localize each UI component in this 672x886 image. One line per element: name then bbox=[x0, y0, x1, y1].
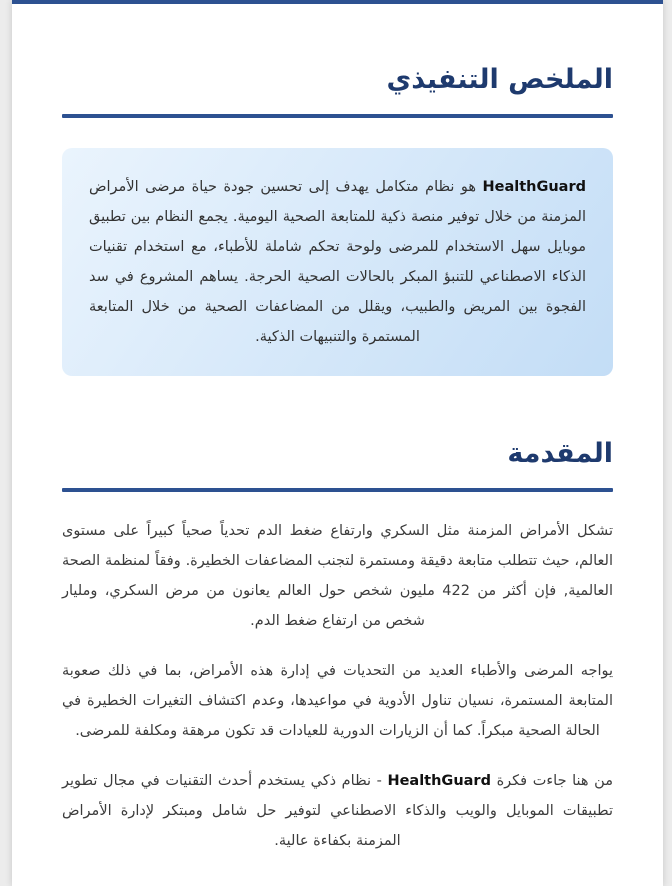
intro-paragraph-1: تشكل الأمراض المزمنة مثل السكري وارتفاع ضغط الدم تحدياً صحياً كبيراً على مستوى العالم، حيث تتطلب متابعة دقيقة ومستمرة لتجنب المضاعفات الخطيرة. وفقاً لمنظمة الصحة العالمية, فإن أكثر من 422 مليون شخص حول العالم يعانون من مرض السكري، ومليار شخص من ارتفاع ضغط الدم. bbox=[62, 523, 614, 629]
intro-paragraph-3-after: - نظام ذكي يستخدم أحدث التقنيات في مجال تطوير تطبيقات الموبايل والويب والذكاء الاصطناعي لتوفير حل شامل ومبتكر لإدارة الأمراض المزمنة بكفاءة عالية. bbox=[62, 773, 613, 849]
brand-name: HealthGuard bbox=[387, 773, 491, 789]
document-content bbox=[12, 4, 663, 886]
section-introduction bbox=[62, 376, 613, 856]
intro-paragraph-3 bbox=[62, 766, 613, 856]
brand-name: HealthGuard bbox=[482, 179, 586, 195]
summary-text: هو نظام متكامل يهدف إلى تحسين جودة حياة مرضى الأمراض المزمنة من خلال توفير منصة ذكية للمتابعة الصحية اليومية. يجمع النظام بين تطبيق موبايل سهل الاستخدام للمرضى ولوحة تحكم شاملة للأطباء، مع استخدام تقنيات الذكاء الاصطناعي للتنبؤ المبكر بالحالات الصحية الحرجة. يساهم المشروع في سد الفجوة بين المريض والطبيب، ويقلل من المضاعفات الصحية من خلال المتابعة المستمرة والتنبيهات الذكية. bbox=[89, 179, 586, 345]
heading-divider bbox=[62, 114, 613, 118]
summary-callout-text bbox=[89, 172, 586, 352]
introduction-heading: المقدمة bbox=[507, 438, 613, 469]
heading-divider bbox=[62, 488, 613, 492]
intro-paragraph-2: يواجه المرضى والأطباء العديد من التحديات في إدارة هذه الأمراض، بما في ذلك صعوبة المتابعة المستمرة، نسيان تناول الأدوية في مواعيدها، وعدم اكتشاف التغيرات الخطيرة في الحالة الصحية مبكراً. كما أن الزيارات الدورية للعيادات قد تكون مرهقة ومكلفة للمرضى. bbox=[62, 663, 613, 739]
summary-callout bbox=[62, 148, 613, 376]
executive-summary-heading: الملخص التنفيذي bbox=[386, 64, 613, 95]
section-executive-summary bbox=[62, 4, 613, 376]
document-page bbox=[12, 0, 663, 886]
intro-paragraph-3-before: من هنا جاءت فكرة bbox=[490, 773, 613, 789]
